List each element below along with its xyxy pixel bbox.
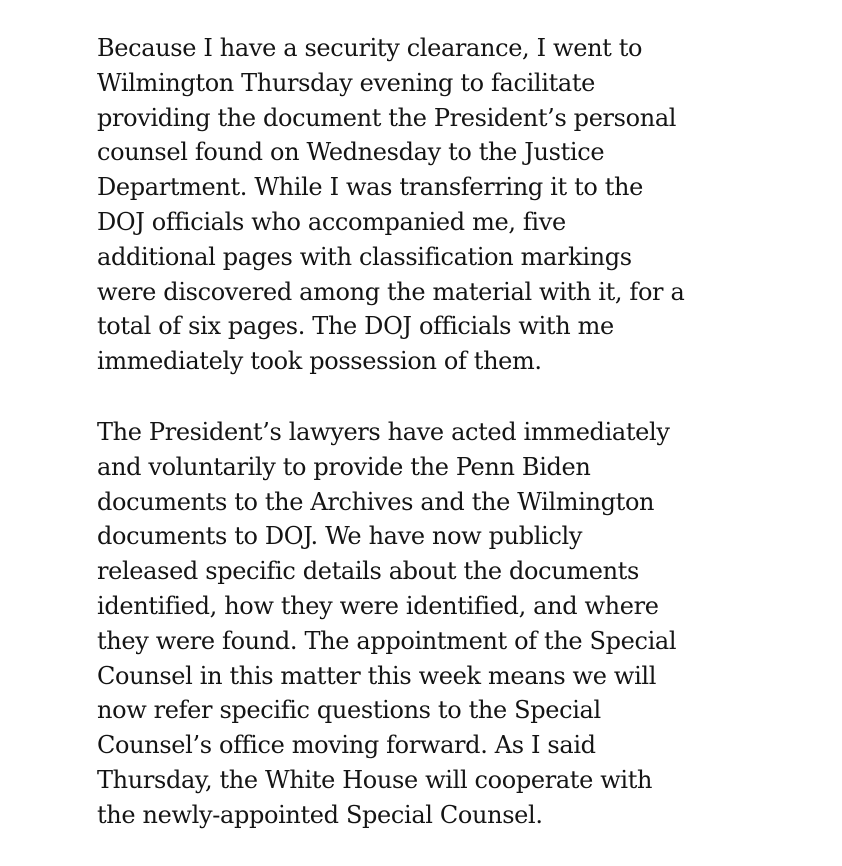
- text-line: now refer specific questions to the Special: [97, 696, 601, 725]
- text-line: and voluntarily to provide the Penn Biden: [97, 452, 591, 481]
- text-line: immediately took possession of them.: [97, 347, 542, 376]
- text-line: Wilmington Thursday evening to facilitate: [97, 68, 595, 97]
- text-line: providing the document the President’s personal: [97, 103, 677, 132]
- text-line: documents to the Archives and the Wilmington: [97, 487, 655, 516]
- paragraph-2: [97, 415, 737, 833]
- text-line: documents to DOJ. We have now publicly: [97, 522, 583, 551]
- text-line: were discovered among the material with it, for a: [97, 277, 685, 306]
- text-line: DOJ officials who accompanied me, five: [97, 207, 566, 236]
- paragraph-1: [97, 31, 737, 379]
- text-line: Thursday, the White House will cooperate with: [97, 765, 653, 794]
- text-line: The President’s lawyers have acted immediately: [97, 418, 670, 446]
- text-line: the newly-appointed Special Counsel.: [97, 800, 543, 829]
- text-line: identified, how they were identified, and where: [97, 591, 659, 620]
- text-line: counsel found on Wednesday to the Justice: [97, 138, 605, 167]
- text-line: Because I have a security clearance, I went to: [97, 34, 643, 62]
- text-line: additional pages with classification markings: [97, 242, 632, 271]
- text-line: total of six pages. The DOJ officials with me: [97, 312, 614, 341]
- text-line: Counsel’s office moving forward. As I said: [97, 731, 596, 760]
- text-line: Department. While I was transferring it to the: [97, 173, 644, 202]
- text-line: Counsel in this matter this week means we will: [97, 661, 657, 690]
- text-line: they were found. The appointment of the Special: [97, 626, 677, 655]
- text-line: released specific details about the documents: [97, 557, 639, 586]
